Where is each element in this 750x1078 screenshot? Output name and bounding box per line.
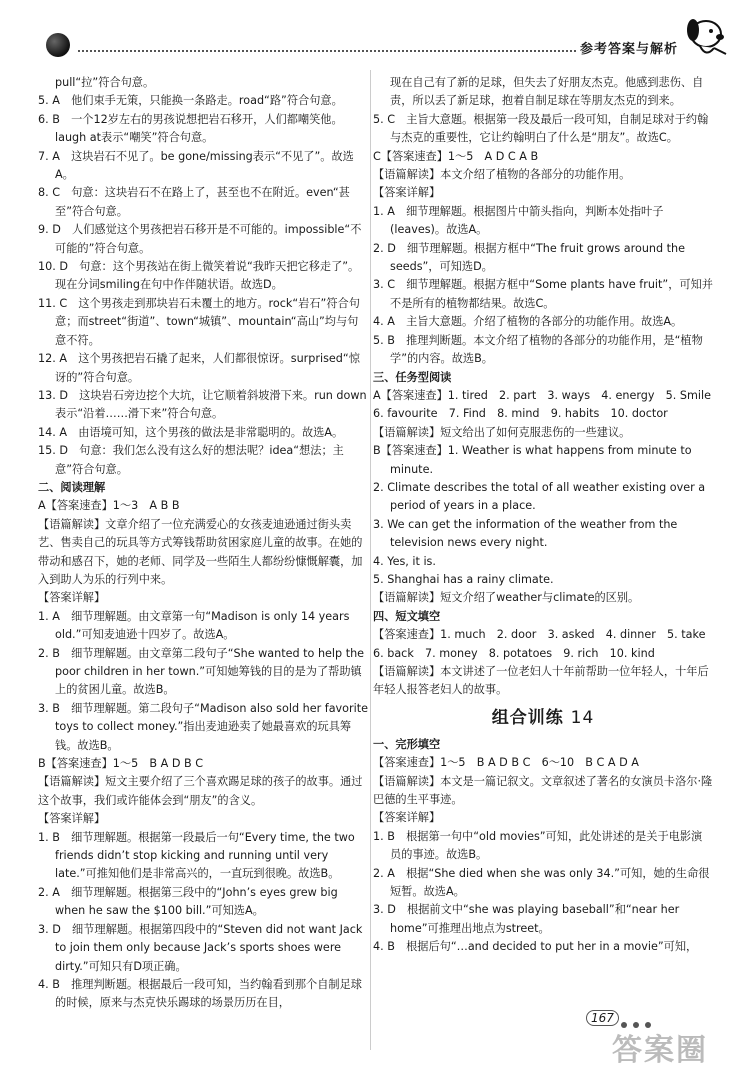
right-paragraph: 1. A 细节理解题。根据图片中箭头指向，判断本处指叶子(leaves)。故选A。 bbox=[373, 204, 664, 237]
right-paragraph: 【答案详解】 bbox=[373, 186, 441, 200]
right-paragraph: 2. D 细节理解题。根据方框中“The fruit grows around the seeds”，可知选D。 bbox=[373, 241, 686, 274]
right-paragraph: 四、短文填空 bbox=[373, 609, 441, 623]
right-paragraph: 【语篇解读】短文介绍了weather与climate的区别。 bbox=[373, 591, 640, 605]
right-paragraph: 现在自己有了新的足球，但失去了好朋友杰克。他感到悲伤、自责，所以丢了新足球，抱着自制足球在等朋友杰克的到来。 bbox=[390, 76, 704, 108]
left-paragraph: 14. A 由语境可知，这个男孩的做法是非常聪明的。故选A。 bbox=[38, 425, 344, 439]
right-paragraph: 5. C 主旨大意题。根据第一段及最后一段可知，自制足球对于约翰与杰克的重要性，它让约翰明白了什么是“朋友”。故选C。 bbox=[373, 112, 709, 145]
left-paragraph: 二、阅读理解 bbox=[38, 480, 106, 494]
right2-paragraph: 3. D 根据前文中“she was playing baseball”和“near her home”可推理出地点为street。 bbox=[373, 903, 680, 935]
left-paragraph: 4. B 推理判断题。根据最后一段可知，当约翰看到那个自制足球的时候，原来与杰克快乐踢球的场景历历在目， bbox=[38, 977, 362, 1010]
column-divider bbox=[370, 70, 371, 1050]
left-paragraph: B【答案速查】1～5 B A D B C bbox=[38, 757, 204, 771]
left-paragraph: 2. A 细节理解题。根据第三段中的“John’s eyes grew big when he saw the $100 bill.”可知选A。 bbox=[38, 885, 338, 918]
right2-paragraph: 【语篇解读】本文是一篇记叙文。文章叙述了著名的女演员卡洛尔·隆巴德的生平事迹。 bbox=[373, 774, 713, 807]
left-paragraph: 13. D 这块岩石旁边挖个大坑，让它顺着斜坡滑下来。run down表示“沿着……滑下来”符合句意。 bbox=[38, 388, 367, 421]
header-title: 参考答案与解析 bbox=[580, 42, 679, 57]
header-dotted-rule bbox=[78, 50, 576, 52]
right-column-bottom bbox=[373, 736, 713, 957]
section-title-text: 组合训练 bbox=[491, 707, 564, 728]
left-paragraph: 10. D 句意：这个男孩站在街上微笑着说“我昨天把它移走了”。现在分词smiling在句中作伴随状语。故选D。 bbox=[38, 260, 360, 292]
right2-paragraph: 1. B 根据第一句中“old movies”可知，此处讲述的是关于电影演员的事迹。故选B。 bbox=[373, 829, 703, 862]
left-column bbox=[38, 74, 368, 1013]
right-paragraph: C【答案速查】1～5 A D C A B bbox=[373, 149, 539, 163]
right-column bbox=[373, 74, 723, 957]
right-column-top bbox=[373, 74, 723, 700]
left-paragraph: A【答案速查】1～3 A B B bbox=[38, 499, 180, 513]
left-paragraph: 3. D 细节理解题。根据第四段中的“Steven did not want Jack to join them only because Jack’s sports shoes were dirty.”可知只有D项正确。 bbox=[38, 922, 363, 973]
left-paragraph: 15. D 句意：我们怎么没有这么好的想法呢？idea“想法；主意”符合句意。 bbox=[38, 444, 344, 476]
right-paragraph: 5. Shanghai has a rainy climate. bbox=[373, 572, 554, 586]
right2-paragraph: 【答案速查】1～5 B A D B C 6～10 B C A D A bbox=[373, 756, 639, 770]
right-paragraph: A【答案速查】1. tired 2. part 3. ways 4. energy 5. Smile 6. favourite 7. Find 8. mind 9. habits 10. doctor bbox=[373, 388, 723, 421]
right-paragraph: 【语篇解读】短文给出了如何克服悲伤的一些建议。 bbox=[373, 425, 631, 439]
page-number: 167 bbox=[586, 1010, 619, 1026]
left-paragraph: 1. A 细节理解题。由文章第一句“Madison is only 14 years old.”可知麦迪逊十四岁了。故选A。 bbox=[38, 609, 350, 642]
left-paragraph: 1. B 细节理解题。根据第一段最后一句“Every time, the two friends didn’t stop kicking and running until very late.”可推知他们是非常高兴的，一直玩到很晚。故选B。 bbox=[38, 830, 355, 881]
left-paragraph: 【语篇解读】文章介绍了一位充满爱心的女孩麦迪逊通过街头卖艺、售卖自己的玩具等方式筹钱帮助贫困家庭儿童的故事。在她的带动和感召下，她的老师、同学及一些陌生人都纷纷慷慨解囊，加入到助人为乐的行列中来。 bbox=[38, 517, 363, 586]
left-paragraph: pull“拉”符合句意。 bbox=[55, 76, 155, 89]
page-header bbox=[0, 0, 750, 60]
ball-icon bbox=[46, 33, 70, 57]
right-paragraph: B【答案速查】1. Weather is what happens from minute to minute. bbox=[373, 444, 692, 476]
left-paragraph: 6. B 一个12岁左右的男孩说想把岩石移开，人们都嘲笑他。laugh at表示“嘲笑”符合句意。 bbox=[38, 112, 343, 145]
right-paragraph: 3. C 细节理解题。根据方框中“Some plants have fruit”，可知并不是所有的植物都结果。故选C。 bbox=[373, 278, 713, 310]
left-paragraph: 11. C 这个男孩走到那块岩石未覆土的地方。rock“岩石”符合句意；而street“街道”、town“城镇”、mountain“高山”均与句意不符。 bbox=[38, 296, 360, 347]
right-paragraph: 3. We can get the information of the weather from the television news every night. bbox=[373, 517, 678, 550]
right-paragraph: 【语篇解读】本文介绍了植物的各部分的功能作用。 bbox=[373, 168, 631, 182]
right-paragraph: 2. Climate describes the total of all weather existing over a period of years in a place. bbox=[373, 480, 706, 513]
left-paragraph: 5. A 他们束手无策，只能换一条路走。road“路”符合句意。 bbox=[38, 94, 343, 108]
snoopy-mascot-icon bbox=[678, 12, 730, 60]
left-paragraph: 12. A 这个男孩把岩石撬了起来，人们都很惊讶。surprised“惊讶的”符合句意。 bbox=[38, 352, 360, 384]
watermark-logo: 答案圈 bbox=[612, 1033, 708, 1068]
right-paragraph: 4. Yes, it is. bbox=[373, 554, 436, 568]
left-paragraph: 8. C 句意：这块岩石不在路上了，甚至也不在附近。even“甚至”符合句意。 bbox=[38, 186, 350, 218]
right2-paragraph: 2. A 根据“She died when she was only 34.”可知，她的生命很短暂。故选A。 bbox=[373, 866, 710, 899]
right-paragraph: 【语篇解读】本文讲述了一位老妇人十年前帮助一位年轻人，十年后年轻人报答老妇人的故事。 bbox=[373, 665, 709, 697]
section-title bbox=[373, 706, 713, 730]
left-paragraph: 2. B 细节理解题。由文章第二段句子“She wanted to help the poor children in her town.”可知她筹钱的目的是为了帮助镇上的贫困儿童。故选B。 bbox=[38, 646, 365, 697]
right-paragraph: 5. B 推理判断题。本文介绍了植物的各部分的功能作用，是“植物学”的内容。故选B。 bbox=[373, 333, 703, 366]
right2-paragraph: 一、完形填空 bbox=[373, 737, 441, 751]
left-paragraph: 【答案详解】 bbox=[38, 812, 106, 826]
right2-paragraph: 【答案详解】 bbox=[373, 811, 441, 825]
left-paragraph: 7. A 这块岩石不见了。be gone/missing表示“不见了”。故选A。 bbox=[38, 149, 354, 182]
left-paragraph: 9. D 人们感觉这个男孩把岩石移开是不可能的。impossible“不可能的”符合句意。 bbox=[38, 223, 362, 255]
section-title-number: 14 bbox=[570, 707, 595, 728]
right-paragraph: 【答案速查】1. much 2. door 3. asked 4. dinner 5. take 6. back 7. money 8. potatoes 9. rich 10. kind bbox=[373, 628, 717, 660]
right2-paragraph: 4. B 根据后句“…and decided to put her in a movie”可知， bbox=[373, 940, 698, 954]
right-paragraph: 三、任务型阅读 bbox=[373, 370, 452, 384]
left-paragraph: 【答案详解】 bbox=[38, 591, 106, 605]
right-paragraph: 4. A 主旨大意题。介绍了植物的各部分的功能作用。故选A。 bbox=[373, 315, 683, 329]
left-paragraph: 【语篇解读】短文主要介绍了三个喜欢踢足球的孩子的故事。通过这个故事，我们或许能体会到“朋友”的含义。 bbox=[38, 775, 363, 807]
left-paragraph: 3. B 细节理解题。第二段句子“Madison also sold her favorite toys to collect money.”指出麦迪逊卖了她最喜欢的玩具筹钱。故选B。 bbox=[38, 701, 368, 752]
